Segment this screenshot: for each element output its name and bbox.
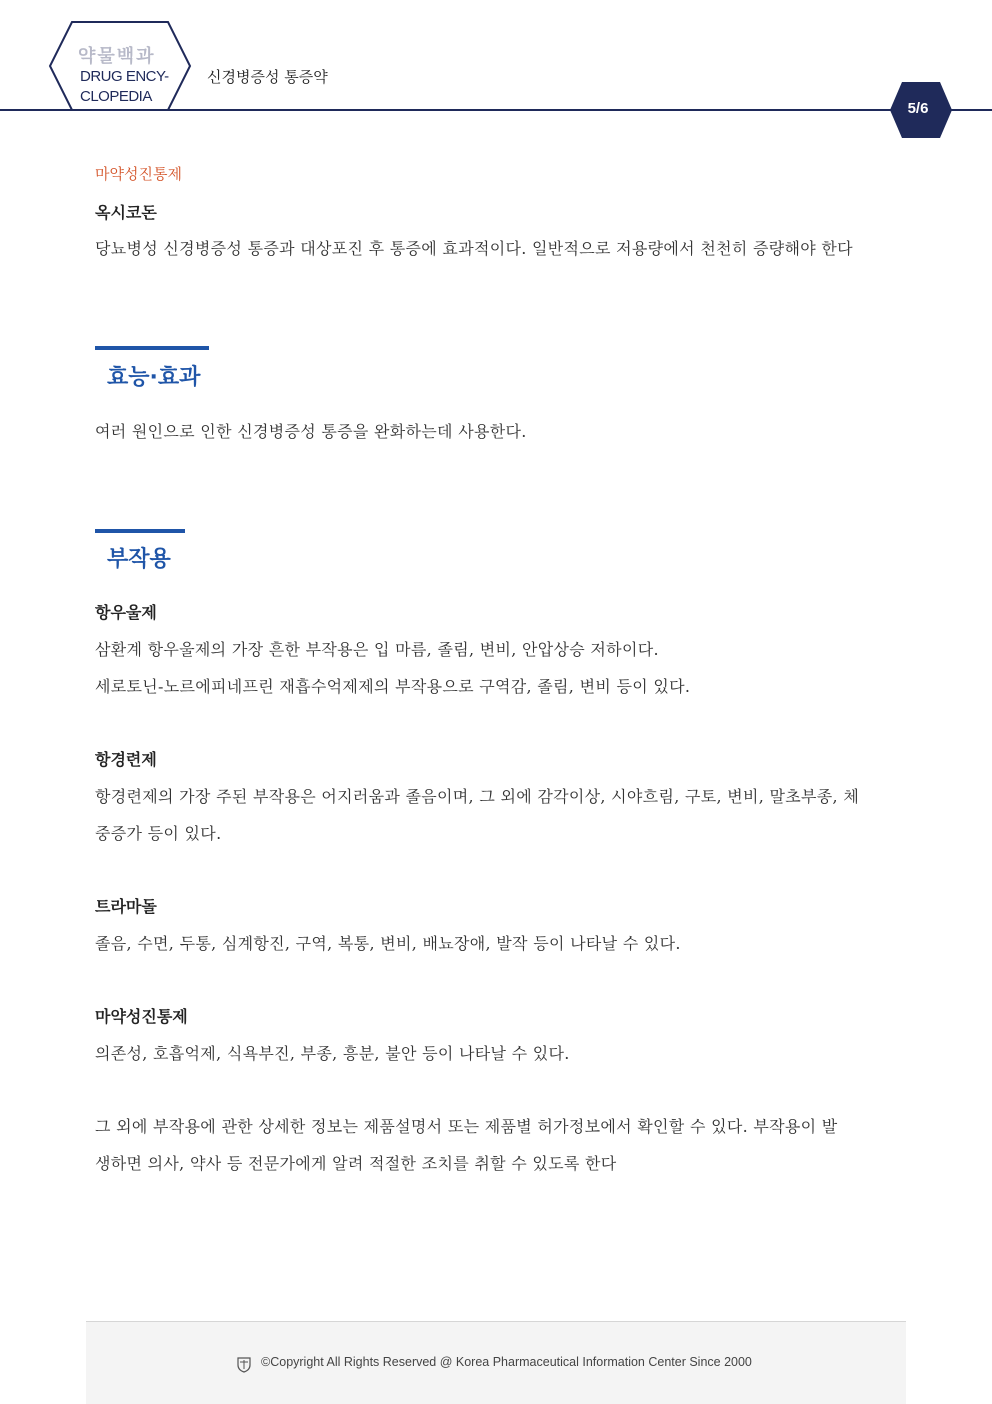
antidepressant-title: 항우울제 (95, 603, 157, 622)
efficacy-heading-bar (95, 346, 209, 350)
crest-icon (236, 1356, 252, 1377)
efficacy-text: 여러 원인으로 인한 신경병증성 통증을 완화하는데 사용한다. (95, 422, 527, 441)
anticonvulsant-title: 항경련제 (95, 750, 157, 769)
efficacy-heading: 효능·효과 (107, 365, 201, 390)
page-indicator: 5/6 (907, 100, 929, 117)
document-title: 신경병증성 통증약 (207, 68, 328, 86)
copyright-text: ©Copyright All Rights Reserved @ Korea Pharmaceutical Information Center Since 2000 (261, 1355, 752, 1369)
category-label: 마약성진통제 (95, 165, 182, 183)
anticonvulsant-line: 중증가 등이 있다. (95, 824, 222, 843)
antidepressant-line: 세로토닌-노르에피네프린 재흡수억제제의 부작용으로 구역감, 졸림, 변비 등이 있다. (95, 677, 691, 696)
side-effects-note-line: 그 외에 부작용에 관한 상세한 정보는 제품설명서 또는 제품별 허가정보에서 확인할 수 있다. 부작용이 발 (95, 1117, 838, 1136)
side-effects-note-line: 생하면 의사, 약사 등 전문가에게 알려 적절한 조치를 취할 수 있도록 한다 (95, 1154, 617, 1173)
drug-description: 당뇨병성 신경병증성 통증과 대상포진 후 통증에 효과적이다. 일반적으로 저용량에서 천천히 증량해야 한다 (95, 239, 853, 258)
drug-name: 옥시코돈 (95, 203, 157, 222)
anticonvulsant-line: 항경련제의 가장 주된 부작용은 어지러움과 졸음이며, 그 외에 감각이상, 시야흐림, 구토, 변비, 말초부종, 체 (95, 787, 860, 806)
tramadol-title: 트라마돌 (95, 897, 157, 916)
brand-korean: 약물백과 (78, 46, 156, 67)
brand-english-line1: DRUG ENCY- (80, 68, 169, 85)
opioid-line: 의존성, 호흡억제, 식욕부진, 부종, 흥분, 불안 등이 나타날 수 있다. (95, 1044, 570, 1063)
brand-english-line2: CLOPEDIA (80, 88, 152, 105)
side-effects-heading-bar (95, 529, 185, 533)
side-effects-heading: 부작용 (107, 547, 171, 572)
page-footer (86, 1321, 906, 1404)
antidepressant-line: 삼환계 항우울제의 가장 흔한 부작용은 입 마름, 졸림, 변비, 안압상승 저하이다. (95, 640, 659, 659)
opioid-title: 마약성진통제 (95, 1007, 188, 1026)
page-header (0, 0, 992, 140)
tramadol-line: 졸음, 수면, 두통, 심계항진, 구역, 복통, 변비, 배뇨장애, 발작 등이 나타날 수 있다. (95, 934, 681, 953)
